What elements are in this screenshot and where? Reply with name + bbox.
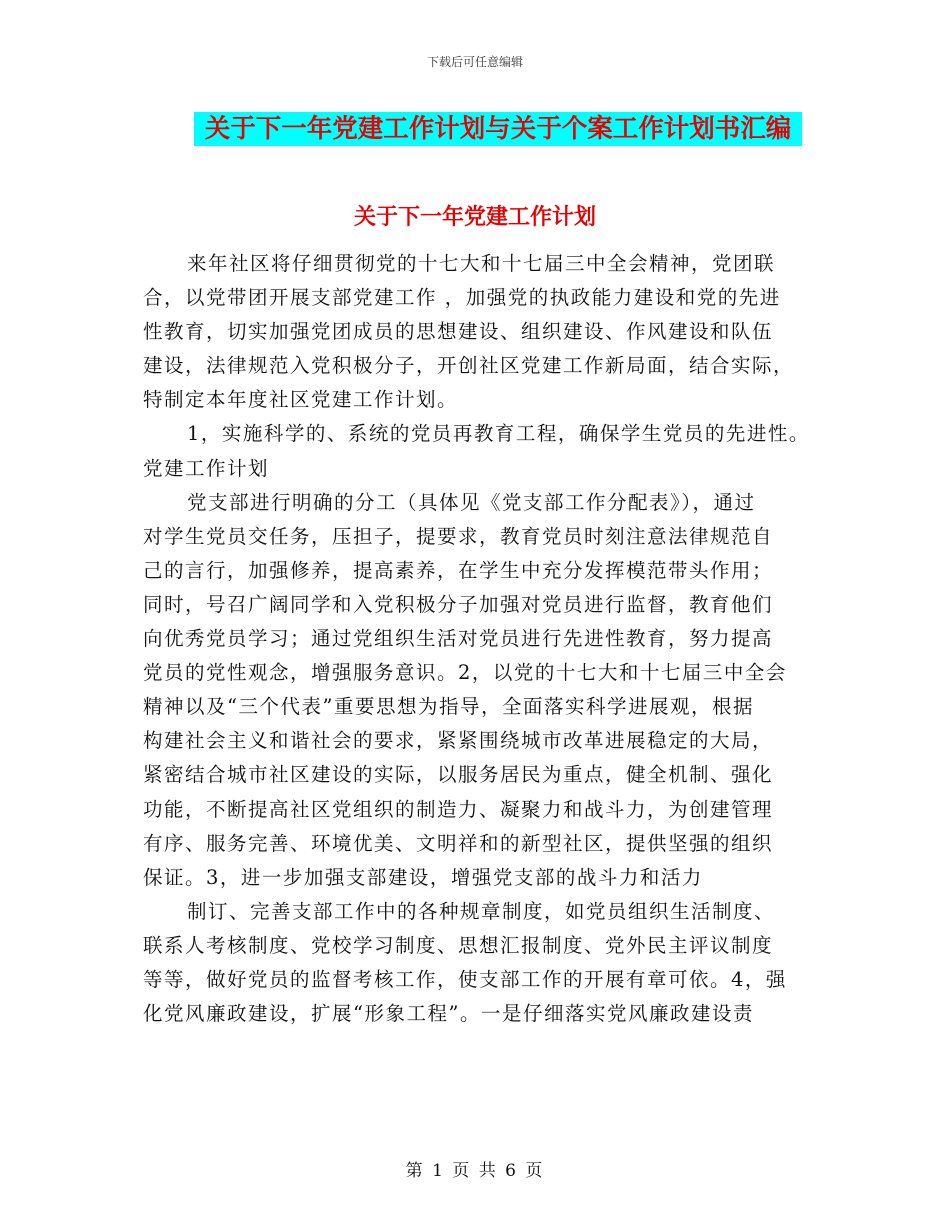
paragraph-line: 化党风廉政建设，扩展“形象工程”。一是仔细落实党风廉政建设责 [143, 1002, 754, 1026]
paragraph-line: 特制定本年度社区党建工作计划。 [143, 388, 459, 412]
paragraph-line: 来年社区将仔细贯彻党的十七大和十七届三中全会精神，党团联 [187, 252, 776, 275]
paragraph-line: 保证。3，进一步加强支部建设，增强党支部的战斗力和活力 [143, 865, 703, 889]
paragraph-line: 党员的党性观念，增强服务意识。2，以党的十七大和十七届三中全会 [143, 661, 787, 685]
paragraph-line: 精神以及“三个代表”重要思想为指导，全面落实科学进展观，根据 [143, 695, 754, 719]
document-title: 关于下一年党建工作计划与关于个案工作计划书汇编 [194, 112, 802, 146]
page-footer: 第 1 页 共 6 页 [405, 1161, 545, 1181]
header-note: 下载后可任意编辑 [426, 55, 523, 69]
paragraph-line: 党支部进行明确的分工（具体见《党支部工作分配表》），通过 [187, 490, 756, 514]
paragraph-line: 联系人考核制度、党校学习制度、思想汇报制度、党外民主评议制度 [143, 933, 774, 957]
paragraph-line: 党建工作计划 [143, 456, 270, 480]
body-text [143, 247, 811, 1031]
paragraph-line: 有序、服务完善、环境优美、文明祥和的新型社区，提供坚强的组织 [143, 831, 774, 855]
paragraph-line: 紧密结合城市社区建设的实际，以服务居民为重点，健全机制、强化 [143, 763, 774, 787]
paragraph-line: 性教育，切实加强党团成员的思想建设、组织建设、作风建设和队伍 [143, 320, 774, 344]
paragraph-line: 向优秀党员学习；通过党组织生活对党员进行先进性教育，努力提高 [143, 627, 774, 651]
paragraph-line: 制订、完善支部工作中的各种规章制度，如党员组织生活制度、 [187, 899, 776, 923]
paragraph-line: 己的言行，加强修养，提高素养，在学生中充分发挥模范带头作用； [143, 558, 774, 582]
paragraph-line: 1，实施科学的、系统的党员再教育工程，确保学生党员的先进性。 [187, 422, 810, 446]
paragraph-line: 同时，号召广阔同学和入党积极分子加强对党员进行监督，教育他们 [143, 592, 774, 616]
paragraph-line: 合，以党带团开展支部党建工作 ，加强党的执政能力建设和党的先进 [143, 286, 781, 310]
section-title: 关于下一年党建工作计划 [353, 205, 596, 230]
paragraph-line: 建设，法律规范入党积极分子，开创社区党建工作新局面，结合实际， [143, 354, 795, 378]
paragraph-line: 构建社会主义和谐社会的要求，紧紧围绕城市改革进展稳定的大局， [143, 729, 774, 753]
paragraph-line: 等等，做好党员的监督考核工作，使支部工作的开展有章可依。4，强 [143, 967, 787, 991]
paragraph-line: 对学生党员交任务，压担子，提要求，教育党员时刻注意法律规范自 [143, 524, 774, 548]
paragraph-line: 功能，不断提高社区党组织的制造力、凝聚力和战斗力，为创建管理 [143, 797, 774, 821]
